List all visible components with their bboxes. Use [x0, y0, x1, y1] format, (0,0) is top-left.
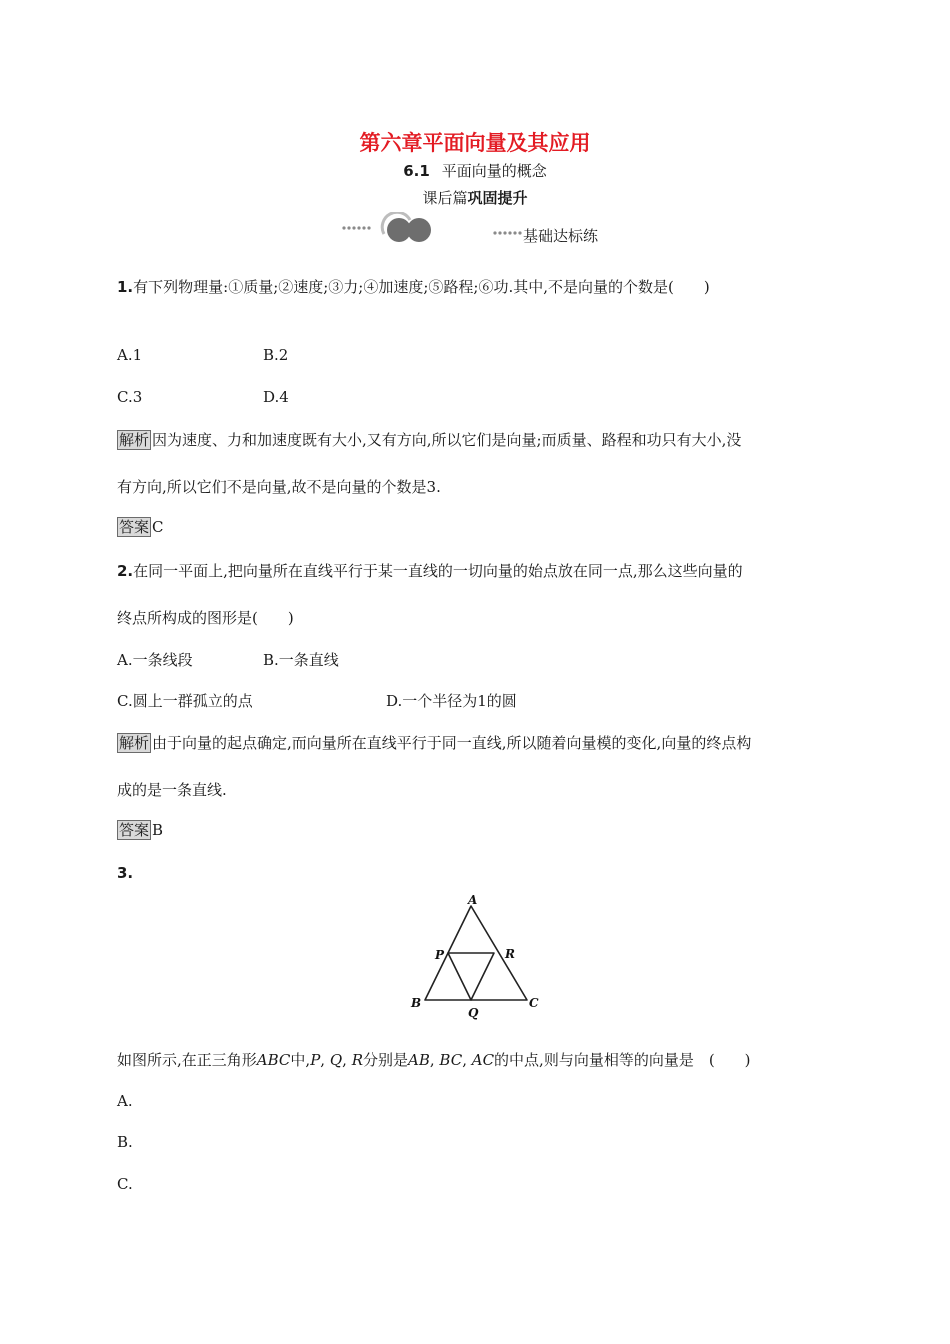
q3-option-b: B.: [117, 1133, 133, 1151]
subheading-prefix: 课后篇: [422, 189, 468, 207]
question-1-number: 1.: [117, 278, 134, 296]
q3-text: ,: [342, 1051, 352, 1069]
question-2-stem-line-2: 终点所构成的图形是( ): [117, 609, 294, 627]
q1-analysis-line-1: [117, 429, 741, 450]
triangle-pqr: [448, 953, 494, 1000]
q3-var: P: [310, 1051, 321, 1069]
triangle-figure: [405, 893, 545, 1023]
q2-answer-value: B: [152, 821, 164, 839]
subheading-bold: 巩固提升: [467, 189, 528, 207]
q3-var: ABC: [256, 1051, 291, 1069]
q2-analysis-line-2: 成的是一条直线.: [117, 781, 227, 799]
q2-answer-tag: 答案: [119, 821, 150, 839]
section-heading: [0, 160, 950, 181]
level-label: 基础达标练: [523, 227, 599, 245]
question-1-stem: [117, 276, 710, 297]
section-title: 平面向量的概念: [441, 162, 547, 180]
label-c: C: [529, 996, 539, 1010]
q3-text: 如图所示,在正三角形: [117, 1051, 257, 1069]
q2-analysis-text-1: 由于向量的起点确定,而向量所在直线平行于同一直线,所以随着向量模的变化,向量的终点构: [152, 734, 752, 752]
question-3-number: 3.: [117, 864, 134, 882]
label-r: R: [505, 947, 515, 961]
q3-text: 中,: [290, 1051, 311, 1069]
q3-text: ,: [320, 1051, 330, 1069]
label-a: A: [468, 893, 478, 907]
q2-analysis-line-1: [117, 732, 751, 753]
q3-text: ,: [429, 1051, 440, 1069]
question-2-stem-line-1: [117, 560, 743, 581]
q3-var: Q: [329, 1051, 343, 1069]
q2-option-c: C.圆上一群孤立的点: [117, 692, 253, 710]
question-2-text-1: 在同一平面上,把向量所在直线平行于某一直线的一切向量的始点放在同一点,那么这些向量的: [133, 562, 743, 580]
q2-analysis-tag: 解析: [119, 734, 150, 752]
q2-option-d: D.一个半径为1的圆: [386, 692, 517, 710]
question-2-number: 2.: [117, 562, 134, 580]
q2-option-a: A.一条线段: [117, 651, 193, 669]
q3-var: BC: [439, 1051, 463, 1069]
q3-var: AC: [471, 1051, 495, 1069]
label-q: Q: [468, 1006, 479, 1020]
section-number: 6.1: [403, 162, 430, 180]
q1-option-b: B.2: [263, 346, 289, 364]
q1-answer: [117, 517, 164, 537]
q3-var: AB: [408, 1051, 430, 1069]
q1-option-c: C.3: [117, 388, 143, 406]
q2-answer: [117, 820, 163, 840]
q1-option-d: D.4: [263, 388, 289, 406]
q1-analysis-line-2: 有方向,所以它们不是向量,故不是向量的个数是3.: [117, 478, 441, 496]
q1-answer-tag: 答案: [119, 518, 150, 536]
chapter-title: 第六章平面向量及其应用: [359, 131, 591, 155]
label-b: B: [411, 996, 422, 1010]
practice-subheading: [0, 187, 950, 208]
question-3-stem: [117, 1049, 751, 1070]
q1-analysis-tag: 解析: [119, 431, 150, 449]
q3-option-a: A.: [117, 1092, 133, 1110]
label-p: P: [435, 948, 445, 962]
q1-answer-value: C: [152, 518, 164, 536]
q3-text: 分别是: [362, 1051, 408, 1069]
q1-option-a: A.1: [117, 346, 143, 364]
q3-text: ,: [462, 1051, 472, 1069]
q3-option-c: C.: [117, 1175, 133, 1193]
question-1-text: 有下列物理量:①质量;②速度;③力;④加速度;⑤路程;⑥功.其中,不是向量的个数是( ): [133, 278, 710, 296]
q2-option-b: B.一条直线: [263, 651, 339, 669]
q3-var: R: [351, 1051, 363, 1069]
q3-text: 的中点,则与向量相等的向量是 ( ): [494, 1051, 751, 1069]
q1-analysis-text-1: 因为速度、力和加速度既有大小,又有方向,所以它们是向量;而质量、路程和功只有大小,没: [152, 431, 742, 449]
